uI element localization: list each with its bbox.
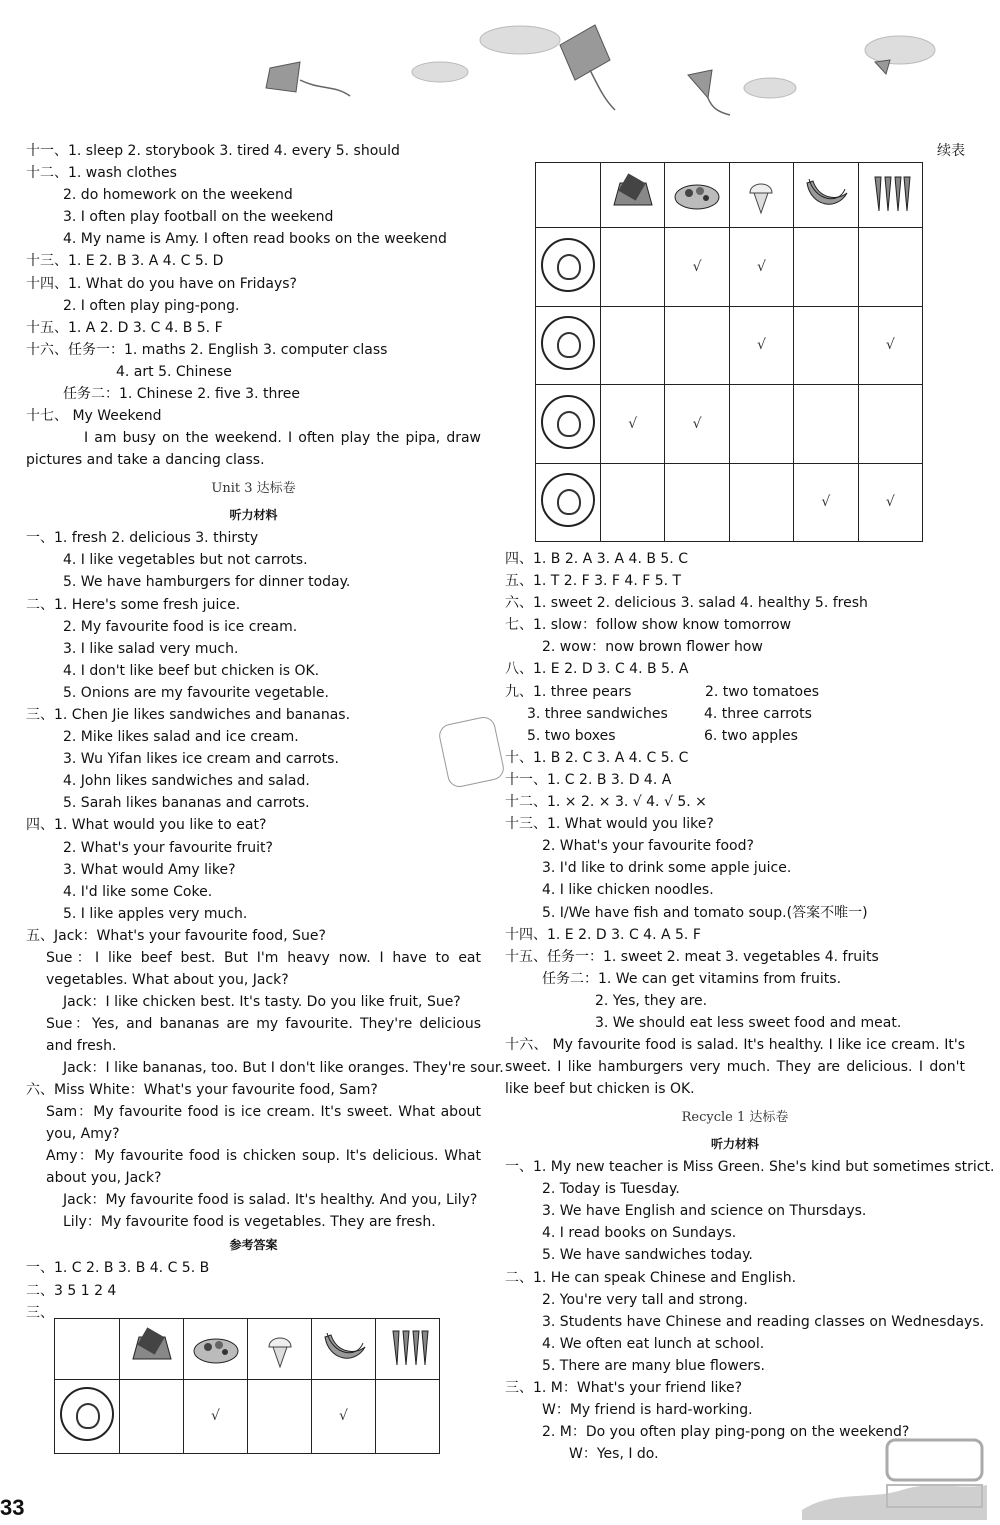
answer-line: 2. do homework on the weekend [63, 187, 293, 204]
check-cell [729, 463, 793, 541]
check-cell [120, 1380, 184, 1454]
answer-line: 八、1. E 2. D 3. C 4. B 5. A [505, 661, 689, 678]
answer-line: 二、1. Here's some fresh juice. [26, 596, 241, 613]
answer-line: W：Yes, I do. [569, 1446, 659, 1463]
food-header-cell [665, 163, 729, 228]
check-cell [794, 385, 858, 463]
check-cell [665, 306, 729, 384]
child-portrait-cell [536, 463, 601, 541]
check-mark: √ [211, 1408, 220, 1425]
answer-line: 5. We have sandwiches today. [542, 1247, 753, 1264]
carrot-icon [865, 171, 915, 215]
answer-line: 2. M：Do you often play ping-pong on the weekend? [542, 1424, 910, 1441]
food-header-cell [858, 163, 922, 228]
answer-line: 任务二：1. We can get vitamins from fruits. [542, 970, 842, 987]
answer-line: 4. art 5. Chinese [116, 363, 232, 380]
check-mark: √ [692, 415, 702, 432]
table-row [536, 463, 923, 541]
dialogue-line: Amy：My favourite food is chicken soup. It's delicious. What about you, Jack? [46, 1148, 481, 1187]
answer-line: Jack：My favourite food is salad. It's healthy. And you, Lily? [63, 1192, 478, 1209]
check-cell [858, 228, 922, 306]
answer-line: 十四、1. E 2. D 3. C 4. A 5. F [505, 926, 701, 943]
check-cell [665, 463, 729, 541]
check-cell [376, 1380, 440, 1454]
answer-item: 3. three sandwiches [527, 705, 668, 722]
answer-line: 任务二：1. Chinese 2. five 3. three [63, 386, 301, 403]
answer-line: 一、1. fresh 2. delicious 3. thirsty [26, 530, 259, 547]
check-cell [858, 306, 922, 384]
dialogue-line: Sue：I like beef best. But I'm heavy now. I have to eat vegetables. What about you, Jack? [46, 950, 481, 988]
answer-line: Jack：I like bananas, too. But I don't like oranges. They're sour. [63, 1060, 504, 1077]
answer-line: Lily：My favourite food is vegetables. They are fresh. [63, 1214, 436, 1231]
answer-line: 十、1. B 2. C 3. A 4. C 5. C [505, 749, 689, 766]
food-header-cell [184, 1318, 248, 1379]
answer-line: 2. Mike likes salad and ice cream. [63, 729, 299, 746]
answer-line: 4. We often eat lunch at school. [542, 1335, 765, 1352]
table-row [536, 228, 923, 306]
check-cell [601, 385, 665, 463]
answer-line: 一、1. My new teacher is Miss Green. She's kind but sometimes strict. [505, 1159, 995, 1176]
check-cell [601, 228, 665, 306]
answer-line: 六、1. sweet 2. delicious 3. salad 4. healthy 5. fresh [505, 595, 868, 612]
answer-line: 十二、1. wash clothes [26, 165, 177, 182]
answer-line: W：My friend is hard-working. [542, 1402, 753, 1419]
child-portrait-cell [536, 385, 601, 463]
answer-line: 3. Students have Chinese and reading classes on Wednesdays. [542, 1313, 985, 1330]
subsection-title: 参考答案 [229, 1238, 278, 1253]
dialogue-line: Sue：Yes, and bananas are my favourite. They're delicious and fresh. [46, 1016, 481, 1055]
answer-line: 3. We should eat less sweet food and meat. [595, 1014, 902, 1031]
answer-line: 5. We have hamburgers for dinner today. [63, 574, 351, 591]
check-cell [858, 385, 922, 463]
right-column [505, 140, 995, 1465]
answer-line: 十三、1. What would you like? [505, 816, 714, 833]
food-header-cell [376, 1318, 440, 1379]
check-cell [665, 385, 729, 463]
answer-line: 2. You're very tall and strong. [542, 1291, 748, 1308]
table-row [536, 306, 923, 384]
answer-pair [505, 703, 965, 725]
answer-line: 2. Today is Tuesday. [542, 1181, 680, 1198]
food-header-cell [794, 163, 858, 228]
answer-line: 十二、1. × 2. × 3. √ 4. √ 5. × [505, 794, 707, 811]
watermark-logo [792, 1430, 992, 1520]
answer-line: 4. My name is Amy. I often read books on the weekend [63, 231, 447, 248]
child-avatar [541, 238, 595, 292]
child-avatar [541, 473, 595, 527]
answer-line: 3. Wu Yifan likes ice cream and carrots. [63, 751, 339, 768]
answer-line: 4. I like vegetables but not carrots. [63, 552, 308, 569]
child-portrait-cell [536, 306, 601, 384]
answer-line: 5. I like apples very much. [63, 905, 248, 922]
section-title: Recycle 1 达标卷 [681, 1110, 789, 1126]
check-cell [729, 306, 793, 384]
answer-line: 4. I'd like some Coke. [63, 883, 213, 900]
check-cell [794, 463, 858, 541]
dialogue-line: Sam：My favourite food is ice cream. It's sweet. What about you, Amy? [46, 1104, 481, 1143]
check-cell [794, 228, 858, 306]
answer-item: 九、1. three pears [505, 683, 632, 700]
check-cell [729, 385, 793, 463]
answer-line: 2. What's your favourite fruit? [63, 839, 273, 856]
check-cell [729, 228, 793, 306]
header-illustration [0, 0, 1000, 120]
food-header-cell [248, 1318, 312, 1379]
salad-icon [672, 171, 722, 215]
answer-line: 五、Jack：What's your favourite food, Sue? [26, 927, 326, 944]
page-number: 33 [0, 1495, 25, 1520]
check-cell [665, 228, 729, 306]
answer-line: 2. My favourite food is ice cream. [63, 618, 298, 635]
answer-line: 十五、任务一：1. sweet 2. meat 3. vegetables 4. fruits [505, 948, 879, 965]
answer-line: 十三、1. E 2. B 3. A 4. C 5. D [26, 253, 224, 270]
answer-line: 3. I often play football on the weekend [63, 209, 334, 226]
answer-item: 5. two boxes [527, 727, 616, 744]
subsection-title: 听力材料 [710, 1137, 759, 1152]
answer-line: 3. What would Amy like? [63, 861, 236, 878]
tape-sticker [437, 715, 506, 789]
answer-line: 4. I like chicken noodles. [542, 882, 714, 899]
answer-item: 4. three carrots [704, 705, 812, 722]
answer-line: 2. I often play ping-pong. [63, 297, 240, 314]
answer-line: 十七、 My Weekend [26, 408, 162, 425]
answer-line: 五、1. T 2. F 3. F 4. F 5. T [505, 573, 682, 590]
section-title: Unit 3 达标卷 [211, 481, 296, 497]
empty-cell [55, 1318, 120, 1379]
answer-item: 2. two tomatoes [705, 683, 819, 700]
answer-line: 三、1. Chen Jie likes sandwiches and bananas. [26, 706, 351, 723]
check-mark: √ [628, 415, 638, 432]
answer-line: 2. wow：now brown flower how [542, 639, 763, 656]
answer-line: 2. Yes, they are. [595, 992, 708, 1009]
check-cell [248, 1380, 312, 1454]
answer-line: 3. We have English and science on Thursdays. [542, 1203, 867, 1220]
table-row [55, 1380, 440, 1454]
paragraph: 十六、 My favourite food is salad. It's healthy. I like ice cream. It's sweet. I like hamburgers very much. They are delicious. I don't like beef but chicken is OK. [505, 1037, 965, 1098]
food-preference-table [535, 162, 923, 542]
answer-line: 十一、1. C 2. B 3. D 4. A [505, 771, 672, 788]
answer-line: 六、Miss White：What's your favourite food, Sam? [26, 1082, 378, 1099]
check-mark: √ [885, 494, 895, 511]
answer-line: 四、1. B 2. A 3. A 4. B 5. C [505, 551, 688, 567]
check-cell [184, 1380, 248, 1454]
check-cell [312, 1380, 376, 1454]
ice-cream-icon [736, 171, 786, 215]
answer-line: 十一、1. sleep 2. storybook 3. tired 4. every 5. should [26, 143, 400, 159]
left-column [26, 140, 504, 1454]
carrot-icon [383, 1325, 433, 1369]
check-cell [601, 306, 665, 384]
paragraph: I am busy on the weekend. I often play the pipa, draw pictures and take a dancing class. [26, 430, 481, 469]
answer-pair [505, 681, 965, 703]
answer-line: 4. John likes sandwiches and salad. [63, 773, 310, 790]
answer-line: 5. Sarah likes bananas and carrots. [63, 795, 310, 812]
answer-pair [505, 725, 965, 747]
answer-line: 4. I don't like beef but chicken is OK. [63, 662, 320, 679]
check-mark: √ [885, 337, 895, 354]
ice-cream-icon [255, 1325, 305, 1369]
answer-line: 5. Onions are my favourite vegetable. [63, 684, 329, 701]
sandwich-icon [127, 1325, 177, 1369]
check-mark: √ [821, 494, 831, 511]
answer-line: 二、1. He can speak Chinese and English. [505, 1269, 797, 1286]
answer-line: 一、1. C 2. B 3. B 4. C 5. B [26, 1260, 210, 1277]
answer-line: 十五、1. A 2. D 3. C 4. B 5. F [26, 319, 223, 336]
child-avatar [60, 1387, 114, 1441]
subsection-title: 听力材料 [229, 508, 278, 523]
answer-line: Jack：I like chicken best. It's tasty. Do you like fruit, Sue? [63, 994, 461, 1010]
answer-line: 二、3 5 1 2 4 [26, 1282, 117, 1299]
child-avatar [541, 395, 595, 449]
check-mark: √ [757, 337, 766, 354]
answer-line: 3. I'd like to drink some apple juice. [542, 860, 792, 877]
table-row [536, 385, 923, 463]
food-header-cell [120, 1318, 184, 1379]
food-header-cell [312, 1318, 376, 1379]
sandwich-icon [608, 171, 658, 215]
check-cell [858, 463, 922, 541]
answer-line: 3. I like salad very much. [63, 640, 239, 657]
answer-line: 三、1. M：What's your friend like? [505, 1380, 743, 1396]
banana-icon [319, 1325, 369, 1369]
continued-label: 续表 [937, 143, 965, 159]
answer-line: 4. I read books on Sundays. [542, 1225, 737, 1242]
answer-line: 三、 [26, 1304, 54, 1321]
child-portrait-cell [55, 1380, 120, 1454]
answer-line: 七、1. slow：follow show know tomorrow [505, 617, 792, 634]
answer-line: 5. There are many blue flowers. [542, 1357, 765, 1374]
answer-line: 十六、任务一：1. maths 2. English 3. computer class [26, 341, 388, 358]
answer-item: 6. two apples [704, 727, 798, 744]
answer-line: 十四、1. What do you have on Fridays? [26, 275, 297, 292]
empty-cell [536, 163, 601, 228]
check-cell [794, 306, 858, 384]
answer-line: 5. I/We have fish and tomato soup.(答案不唯一) [542, 904, 868, 921]
answer-line: 2. What's your favourite food? [542, 838, 754, 855]
answer-line: 四、1. What would you like to eat? [26, 817, 267, 834]
child-avatar [541, 316, 595, 370]
check-mark: √ [757, 258, 766, 275]
check-cell [601, 463, 665, 541]
child-portrait-cell [536, 228, 601, 306]
banana-icon [801, 171, 851, 215]
check-mark: √ [339, 1408, 348, 1425]
food-header-cell [729, 163, 793, 228]
check-mark: √ [692, 258, 702, 275]
salad-icon [191, 1325, 241, 1369]
food-header-cell [601, 163, 665, 228]
food-preference-table-small [54, 1318, 440, 1454]
